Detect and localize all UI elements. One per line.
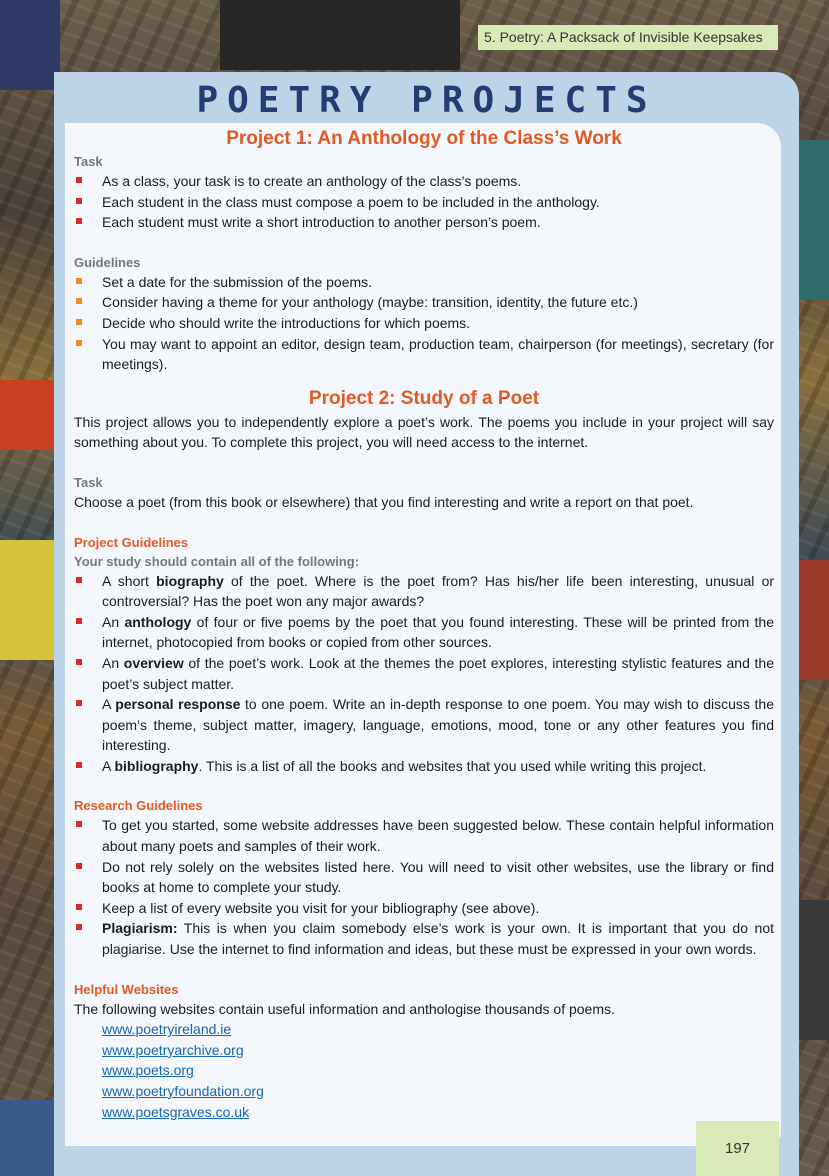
list-item: As a class, your task is to create an anthology of the class’s poems. <box>74 171 774 192</box>
list-item: Do not rely solely on the websites listed here. You will need to visit other websites, use the library or find books at home to complete your study. <box>74 857 774 898</box>
bullet-icon <box>76 198 82 204</box>
helpful-websites-label: Helpful Websites <box>74 981 179 997</box>
project1-guidelines-list <box>74 272 774 375</box>
collage-patch <box>0 380 54 450</box>
collage-patch <box>0 1100 54 1176</box>
project2-intro: This project allows you to independently explore a poet’s work. The poems you include in your project will say something about you. To complete this project, you will need access to the internet. <box>74 413 774 451</box>
project1-guidelines-label: Guidelines <box>74 254 141 270</box>
list-item: An anthology of four or five poems by the poet that you found interesting. These will be printed from the internet, photocopied from books or copied from other sources. <box>74 612 774 653</box>
bullet-icon <box>76 863 82 869</box>
research-guidelines-label: Research Guidelines <box>74 798 203 814</box>
page-content <box>74 126 774 1122</box>
list-item: Each student in the class must compose a poem to be included in the anthology. <box>74 192 774 213</box>
website-link[interactable]: www.poetsgraves.co.uk <box>102 1103 250 1120</box>
bullet-icon <box>76 659 82 665</box>
website-link[interactable]: www.poetryfoundation.org <box>102 1083 264 1099</box>
bullet-icon <box>76 319 82 325</box>
project2-task-text: Choose a poet (from this book or elsewhere) that you find interesting and write a report on that poet. <box>74 493 694 510</box>
list-item: Each student must write a short introduction to another person’s poem. <box>74 212 774 233</box>
bullet-icon <box>76 904 82 910</box>
project1-task-list <box>74 171 774 233</box>
collage-patch <box>0 0 60 90</box>
chapter-header: 5. Poetry: A Packsack of Invisible Keepsakes <box>478 25 778 50</box>
bullet-icon <box>76 577 82 583</box>
website-link[interactable]: www.poetryireland.ie <box>102 1021 232 1038</box>
page-title: POETRY PROJECTS <box>196 80 657 121</box>
project2-guidelines-list <box>74 571 774 777</box>
page-number: 197 <box>696 1121 779 1176</box>
project1-title: Project 1: An Anthology of the Class’s Work <box>226 128 622 149</box>
project2-guidelines-label: Project Guidelines <box>74 534 189 550</box>
bullet-icon <box>76 278 82 284</box>
list-item: A short biography of the poet. Where is the poet from? Has his/her life been interesting, unusual or controversial? Has the poet won any major awards? <box>74 571 774 612</box>
website-link[interactable]: www.poets.org <box>102 1062 194 1079</box>
bullet-icon <box>76 298 82 304</box>
list-item: An overview of the poet’s work. Look at the themes the poet explores, interesting stylistic features and the poet’s subject matter. <box>74 653 774 694</box>
bullet-icon <box>76 618 82 624</box>
list-item: You may want to appoint an editor, design team, production team, chairperson (for meetings), secretary (for meetings). <box>74 334 774 375</box>
project2-guidelines-sub: Your study should contain all of the following: <box>74 553 360 569</box>
collage-patch <box>0 540 54 660</box>
list-item: Set a date for the submission of the poems. <box>74 272 774 293</box>
website-link[interactable]: www.poetryarchive.org <box>102 1041 244 1058</box>
bullet-icon <box>76 821 82 827</box>
list-item: A bibliography. This is a list of all the books and websites that you used while writing this project. <box>74 756 774 777</box>
project1-task-label: Task <box>74 154 103 169</box>
bullet-icon <box>76 340 82 346</box>
list-item: Plagiarism: This is when you claim somebody else’s work is your own. It is important that you do not plagiarise. Use the internet to find information and ideas, but these must be expressed in your own words. <box>74 918 774 959</box>
list-item: Decide who should write the introductions for which poems. <box>74 313 774 334</box>
bullet-icon <box>76 218 82 224</box>
bullet-icon <box>76 924 82 930</box>
list-item: Keep a list of every website you visit for your bibliography (see above). <box>74 898 774 919</box>
list-item: To get you started, some website addresses have been suggested below. These contain helpful information about many poets and samples of their work. <box>74 815 774 856</box>
collage-patch <box>220 0 460 70</box>
bullet-icon <box>76 177 82 183</box>
list-item: A personal response to one poem. Write an in-depth response to one poem. You may wish to discuss the poem’s theme, subject matter, imagery, language, emotions, mood, tone or any other features you find interesting. <box>74 694 774 756</box>
project2-task-label: Task <box>74 474 103 490</box>
bullet-icon <box>76 700 82 706</box>
research-guidelines-list <box>74 815 774 959</box>
website-links <box>74 1019 774 1122</box>
list-item: Consider having a theme for your anthology (maybe: transition, identity, the future etc.) <box>74 292 774 313</box>
websites-intro: The following websites contain useful information and anthologise thousands of poems. <box>74 1000 615 1017</box>
bullet-icon <box>76 762 82 768</box>
project2-title: Project 2: Study of a Poet <box>308 387 540 409</box>
